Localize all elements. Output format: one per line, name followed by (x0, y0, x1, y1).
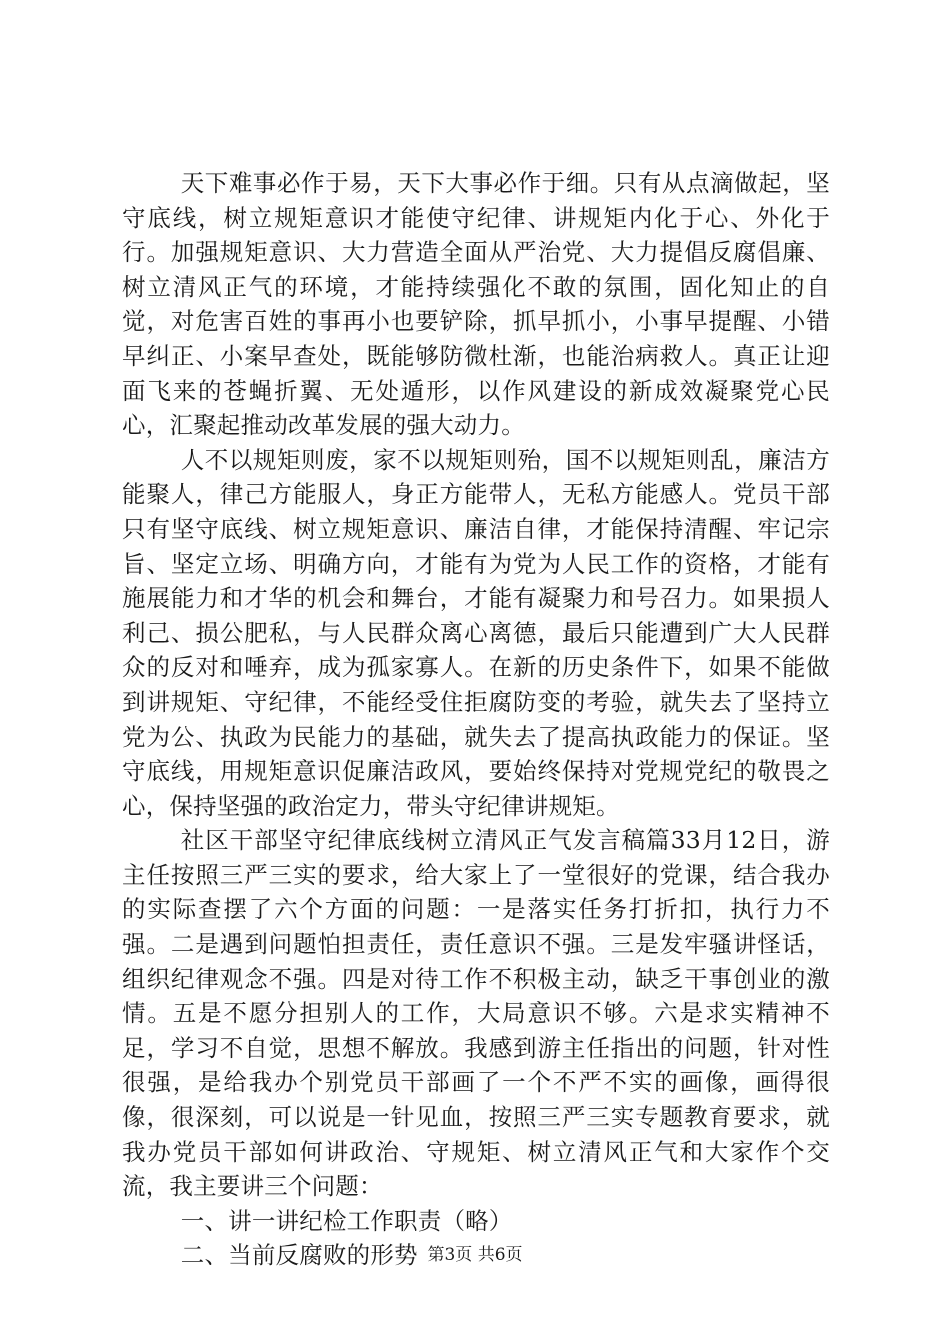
section-heading-2: 二、当前反腐败的形势 (180, 1241, 418, 1270)
section-heading-1: 一、讲一讲纪检工作职责（略） (180, 1206, 513, 1235)
page-footer: 第3页 共6页 (427, 1245, 523, 1265)
paragraph-1: 天下难事必作于易，天下大事必作于细。只有从点滴做起，坚守底线，树立规矩意识才能使守纪律、讲规矩内化于心、外化于行。加强规矩意识、大力营造全面从严治党、大力提倡反腐倡廉、树立清风正气的环境，才能持续强化不敢的氛围，固化知止的自觉，对危害百姓的事再小也要铲除，抓早抓小，小事早提醒、小错早纠正、小案早查处，既能够防微杜渐，也能治病救人。真正让迎面飞来的苍蝇折翼、无处遁形，以作风建设的新成效凝聚党心民心，汇聚起推动改革发展的强大动力。 (122, 169, 830, 440)
paragraph-2: 人不以规矩则废，家不以规矩则殆，国不以规矩则乱，廉洁方能聚人，律己方能服人，身正方能带人，无私方能感人。党员干部只有坚守底线、树立规矩意识、廉洁自律，才能保持清醒、牢记宗旨、坚定立场、明确方向，才能有为党为人民工作的资格，才能有施展能力和才华的机会和舞台，才能有凝聚力和号召力。如果损人利己、损公肥私，与人民群众离心离德，最后只能遭到广大人民群众的反对和唾弃，成为孤家寡人。在新的历史条件下，如果不能做到讲规矩、守纪律，不能经受住拒腐防变的考验，就失去了坚持立党为公、执政为民能力的基础，就失去了提高执政能力的保证。坚守底线，用规矩意识促廉洁政风，要始终保持对党规党纪的敬畏之心，保持坚强的政治定力，带头守纪律讲规矩。 (122, 445, 830, 820)
body-text (122, 166, 830, 1273)
paragraph-3: 社区干部坚守纪律底线树立清风正气发言稿篇33月12日，游主任按照三严三实的要求，给大家上了一堂很好的党课，结合我办的实际查摆了六个方面的问题：一是落实任务打折扣，执行力不强。二是遇到问题怕担责任，责任意识不强。三是发牢骚讲怪话，组织纪律观念不强。四是对待工作不积极主动，缺乏干事创业的激情。五是不愿分担别人的工作，大局意识不够。六是求实精神不足，学习不自觉，思想不解放。我感到游主任指出的问题，针对性很强，是给我办个别党员干部画了一个不严不实的画像，画得很像，很深刻，可以说是一针见血，按照三严三实专题教育要求，就我办党员干部如何讲政治、守规矩、树立清风正气和大家作个交流，我主要讲三个问题： (122, 826, 830, 1201)
